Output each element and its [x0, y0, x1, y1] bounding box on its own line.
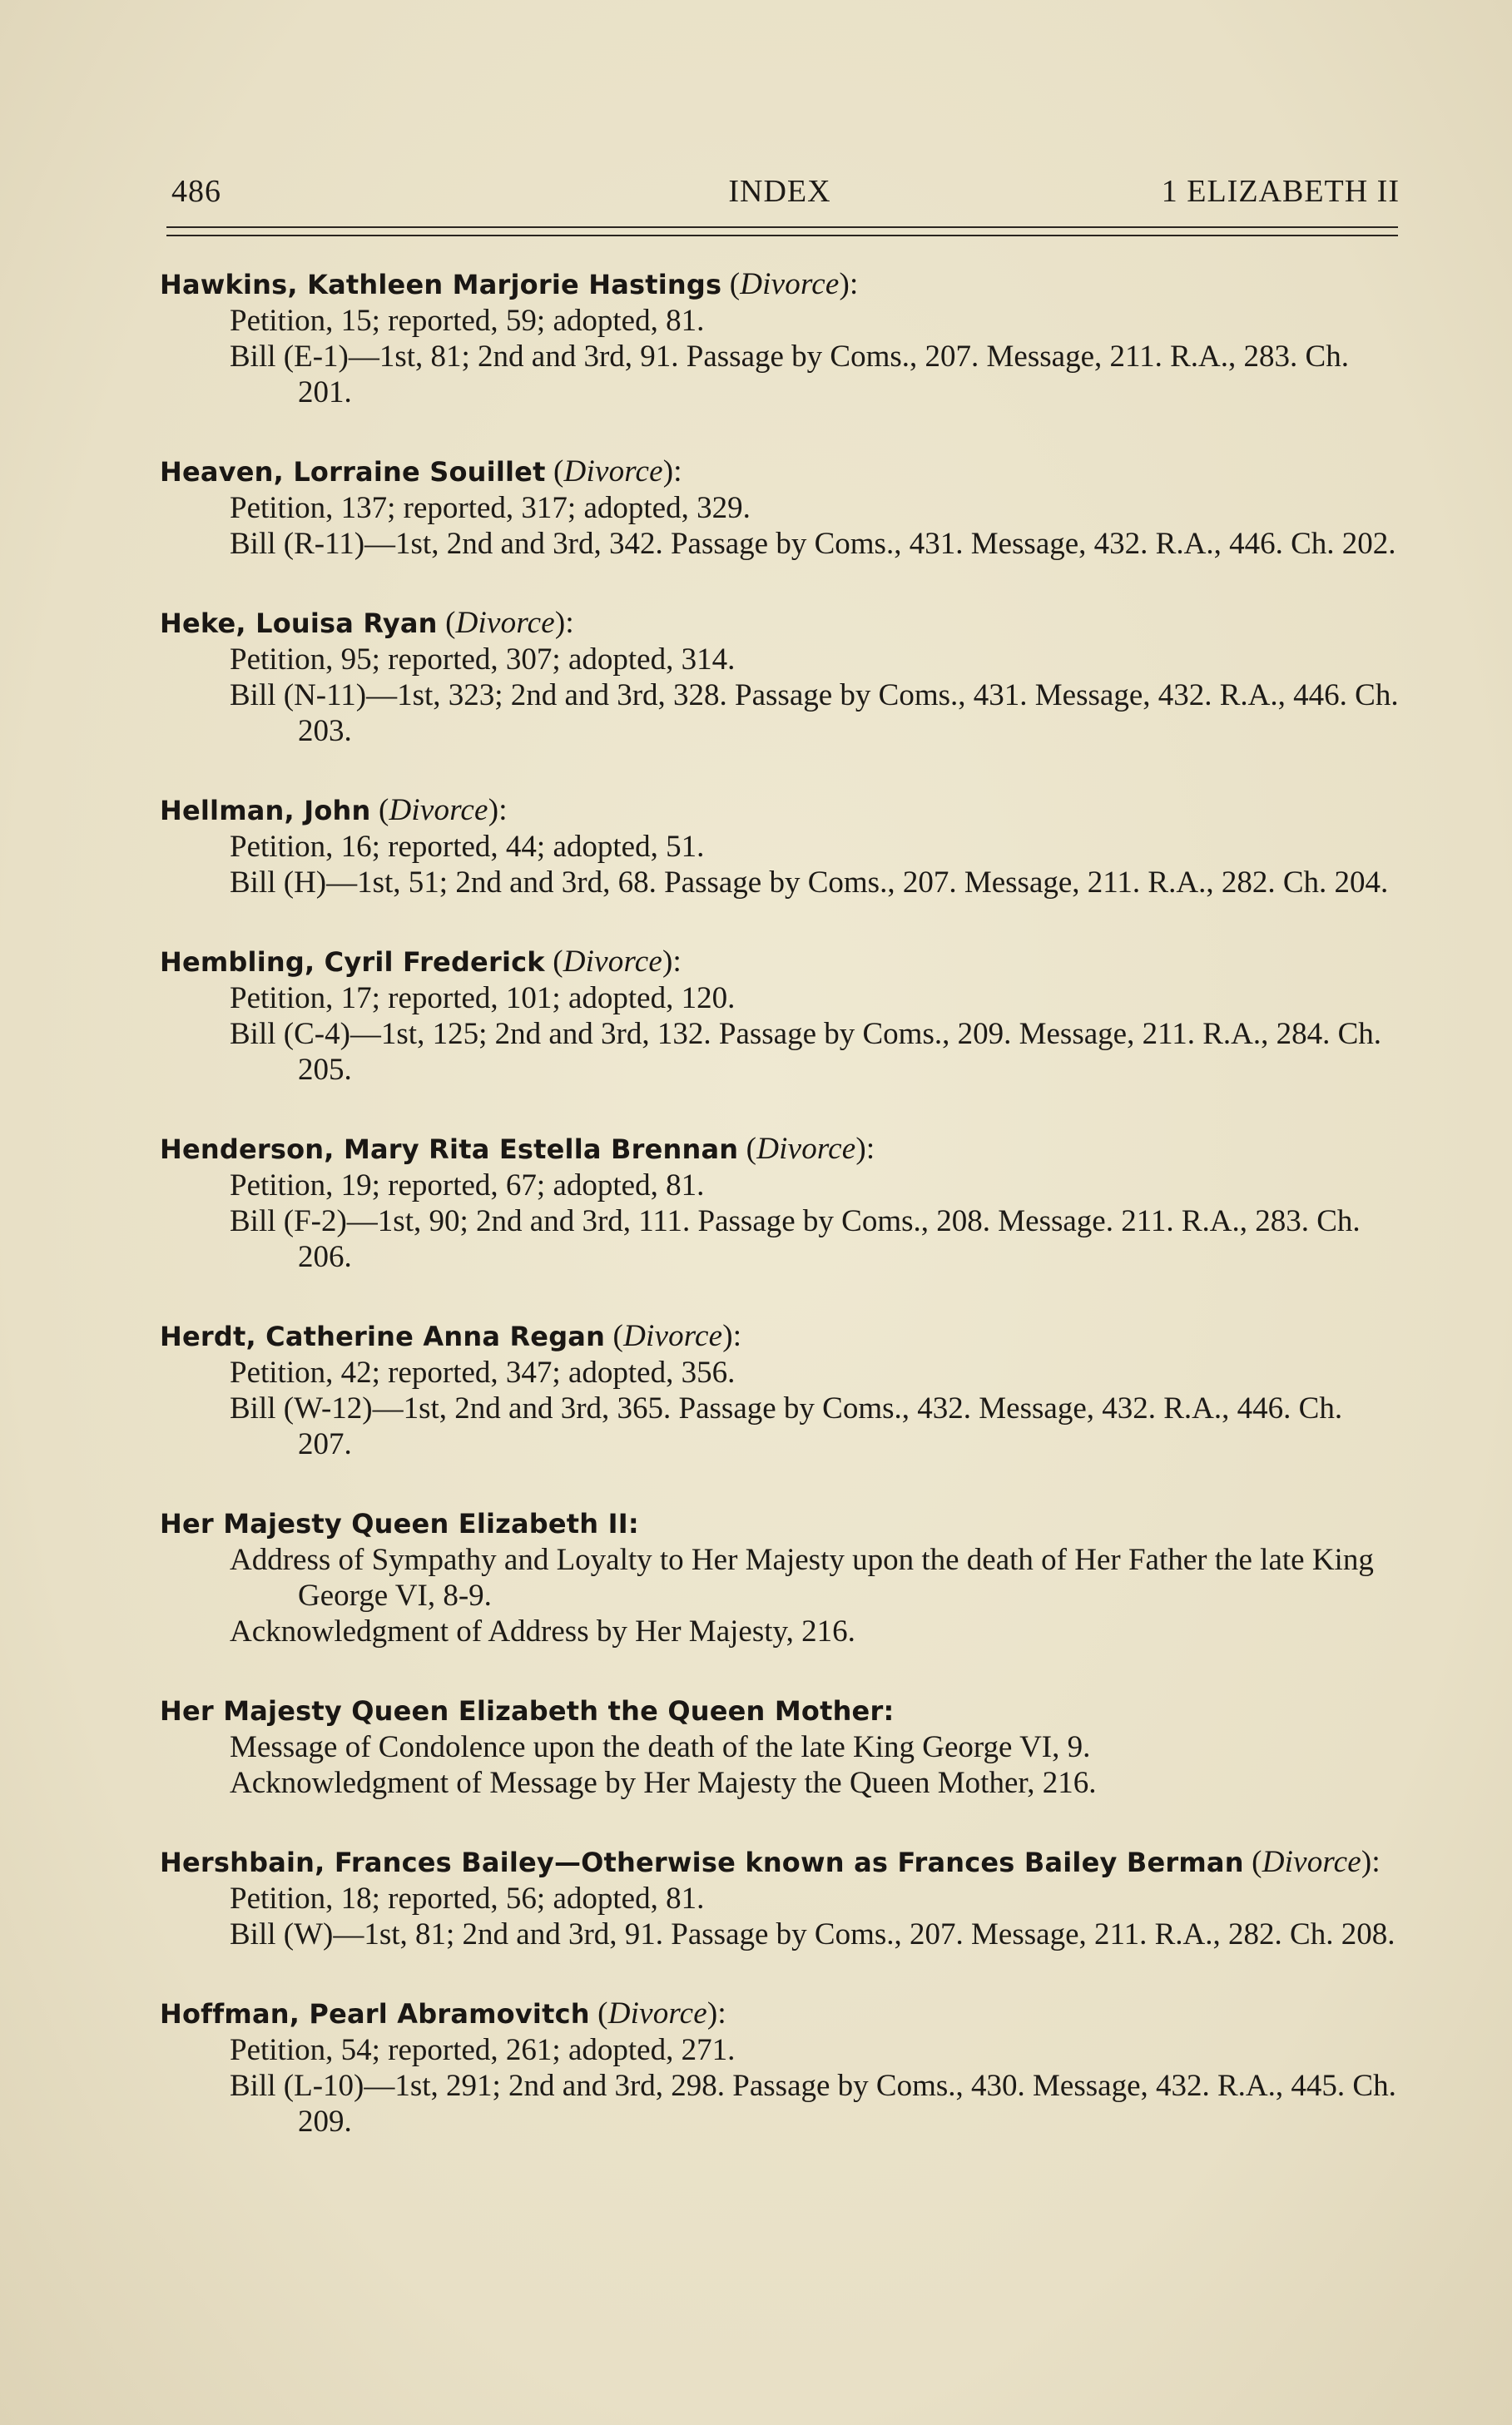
entry-qualifier-text: Divorce [756, 1132, 856, 1166]
entry-heading [160, 1318, 1400, 1355]
entry-name: Hembling, Cyril Frederick [160, 946, 545, 978]
header-rule-bottom [166, 235, 1398, 236]
reign-label: 1 ELIZABETH II [1161, 174, 1400, 209]
entry-heading [160, 792, 1400, 829]
entry-qualifier-text: Divorce [389, 793, 488, 827]
running-header [160, 166, 1400, 216]
entry-line: Petition, 42; reported, 347; adopted, 356. [230, 1356, 736, 1390]
index-entry [160, 266, 1400, 410]
index-entry [160, 1318, 1400, 1462]
index-entry [160, 1131, 1400, 1275]
entry-qualifier: (Divorce): [721, 267, 859, 301]
entry-line: Petition, 54; reported, 261; adopted, 271. [230, 2033, 736, 2067]
entry-heading [160, 266, 1400, 303]
entry-qualifier-text: Divorce [563, 454, 663, 488]
entry-line: Bill (W-12)—1st, 2nd and 3rd, 365. Passage by Coms., 432. Message, 432. R.A., 446. Ch. 207. [230, 1391, 1343, 1461]
entry-line: Bill (F-2)—1st, 90; 2nd and 3rd, 111. Passage by Coms., 208. Message. 211. R.A., 283. Ch. 206. [230, 1204, 1361, 1274]
entry-line: Petition, 17; reported, 101; adopted, 120. [230, 981, 736, 1015]
entry-name: Heke, Louisa Ryan [160, 607, 438, 639]
entry-line: Message of Condolence upon the death of the late King George VI, 9. [230, 1730, 1091, 1764]
entry-line: Petition, 16; reported, 44; adopted, 51. [230, 830, 705, 864]
entry-qualifier-text: Divorce [623, 1319, 723, 1353]
index-entry [160, 605, 1400, 749]
entry-qualifier: (Divorce): [370, 793, 508, 827]
entry-line: Bill (N-11)—1st, 323; 2nd and 3rd, 328. Passage by Coms., 431. Message, 432. R.A., 446. Ch. 203. [230, 678, 1399, 748]
index-entry [160, 944, 1400, 1088]
entry-qualifier-text: Divorce [1262, 1845, 1361, 1879]
index-entry [160, 454, 1400, 562]
entry-name: Her Majesty Queen Elizabeth the Queen Mother: [160, 1695, 895, 1727]
entry-qualifier-text: Divorce [740, 267, 840, 301]
entry-qualifier: (Divorce): [589, 1996, 726, 2031]
index-entry [160, 1693, 1400, 1801]
header-rule-top [166, 226, 1398, 228]
page-number: 486 [171, 174, 221, 209]
entry-line: Address of Sympathy and Loyalty to Her Majesty upon the death of Her Father the late King George VI, 8-9. [230, 1543, 1374, 1613]
entry-line: Bill (H)—1st, 51; 2nd and 3rd, 68. Passage by Coms., 207. Message, 211. R.A., 282. Ch. 204. [230, 865, 1389, 900]
entry-heading [160, 1505, 1400, 1542]
index-entry [160, 1505, 1400, 1649]
entry-line: Bill (W)—1st, 81; 2nd and 3rd, 91. Passage by Coms., 207. Message, 211. R.A., 282. Ch. 208. [230, 1917, 1396, 1951]
page-title: INDEX [728, 174, 831, 209]
entry-name: Henderson, Mary Rita Estella Brennan [160, 1133, 739, 1165]
entry-line: Petition, 95; reported, 307; adopted, 314. [230, 642, 736, 677]
index-entries [160, 266, 1400, 2183]
entry-qualifier-text: Divorce [607, 1996, 707, 2031]
entry-name: Hoffman, Pearl Abramovitch [160, 1998, 590, 2030]
entry-qualifier: (Divorce): [544, 945, 682, 979]
entry-heading [160, 605, 1400, 642]
entry-line: Petition, 15; reported, 59; adopted, 81. [230, 304, 705, 338]
index-entry [160, 792, 1400, 900]
entry-qualifier: (Divorce): [437, 606, 574, 640]
entry-line: Acknowledgment of Address by Her Majesty, 216. [230, 1614, 855, 1649]
entry-line: Bill (C-4)—1st, 125; 2nd and 3rd, 132. Passage by Coms., 209. Message, 211. R.A., 284. Ch. 205. [230, 1017, 1382, 1087]
entry-qualifier: (Divorce): [1243, 1845, 1381, 1879]
entry-heading [160, 944, 1400, 980]
entry-line: Bill (L-10)—1st, 291; 2nd and 3rd, 298. Passage by Coms., 430. Message, 432. R.A., 445. Ch. 209. [230, 2069, 1396, 2139]
entry-qualifier: (Divorce): [605, 1319, 742, 1353]
entry-line: Bill (R-11)—1st, 2nd and 3rd, 342. Passage by Coms., 431. Message, 432. R.A., 446. Ch. 202. [230, 527, 1396, 561]
entry-line: Petition, 18; reported, 56; adopted, 81. [230, 1882, 705, 1916]
entry-name: Heaven, Lorraine Souillet [160, 456, 546, 488]
entry-line: Acknowledgment of Message by Her Majesty the Queen Mother, 216. [230, 1766, 1097, 1800]
entry-qualifier-text: Divorce [455, 606, 555, 640]
entry-heading [160, 1131, 1400, 1168]
entry-name: Hellman, John [160, 795, 371, 826]
entry-heading [160, 1844, 1400, 1881]
entry-name: Hershbain, Frances Bailey—Otherwise known as Frances Bailey Berman [160, 1847, 1244, 1878]
entry-qualifier: (Divorce): [738, 1132, 875, 1166]
index-entry [160, 1996, 1400, 2140]
index-entry [160, 1844, 1400, 1952]
entry-name: Hawkins, Kathleen Marjorie Hastings [160, 269, 722, 300]
entry-heading [160, 454, 1400, 490]
entry-heading [160, 1996, 1400, 2032]
entry-line: Petition, 137; reported, 317; adopted, 329. [230, 491, 751, 525]
entry-line: Bill (E-1)—1st, 81; 2nd and 3rd, 91. Passage by Coms., 207. Message, 211. R.A., 283. Ch. 201. [230, 340, 1349, 409]
entry-qualifier-text: Divorce [563, 945, 662, 979]
entry-qualifier: (Divorce): [545, 454, 682, 488]
entry-heading [160, 1693, 1400, 1729]
entry-line: Petition, 19; reported, 67; adopted, 81. [230, 1168, 705, 1203]
entry-name: Her Majesty Queen Elizabeth II: [160, 1508, 639, 1540]
entry-name: Herdt, Catherine Anna Regan [160, 1321, 606, 1352]
